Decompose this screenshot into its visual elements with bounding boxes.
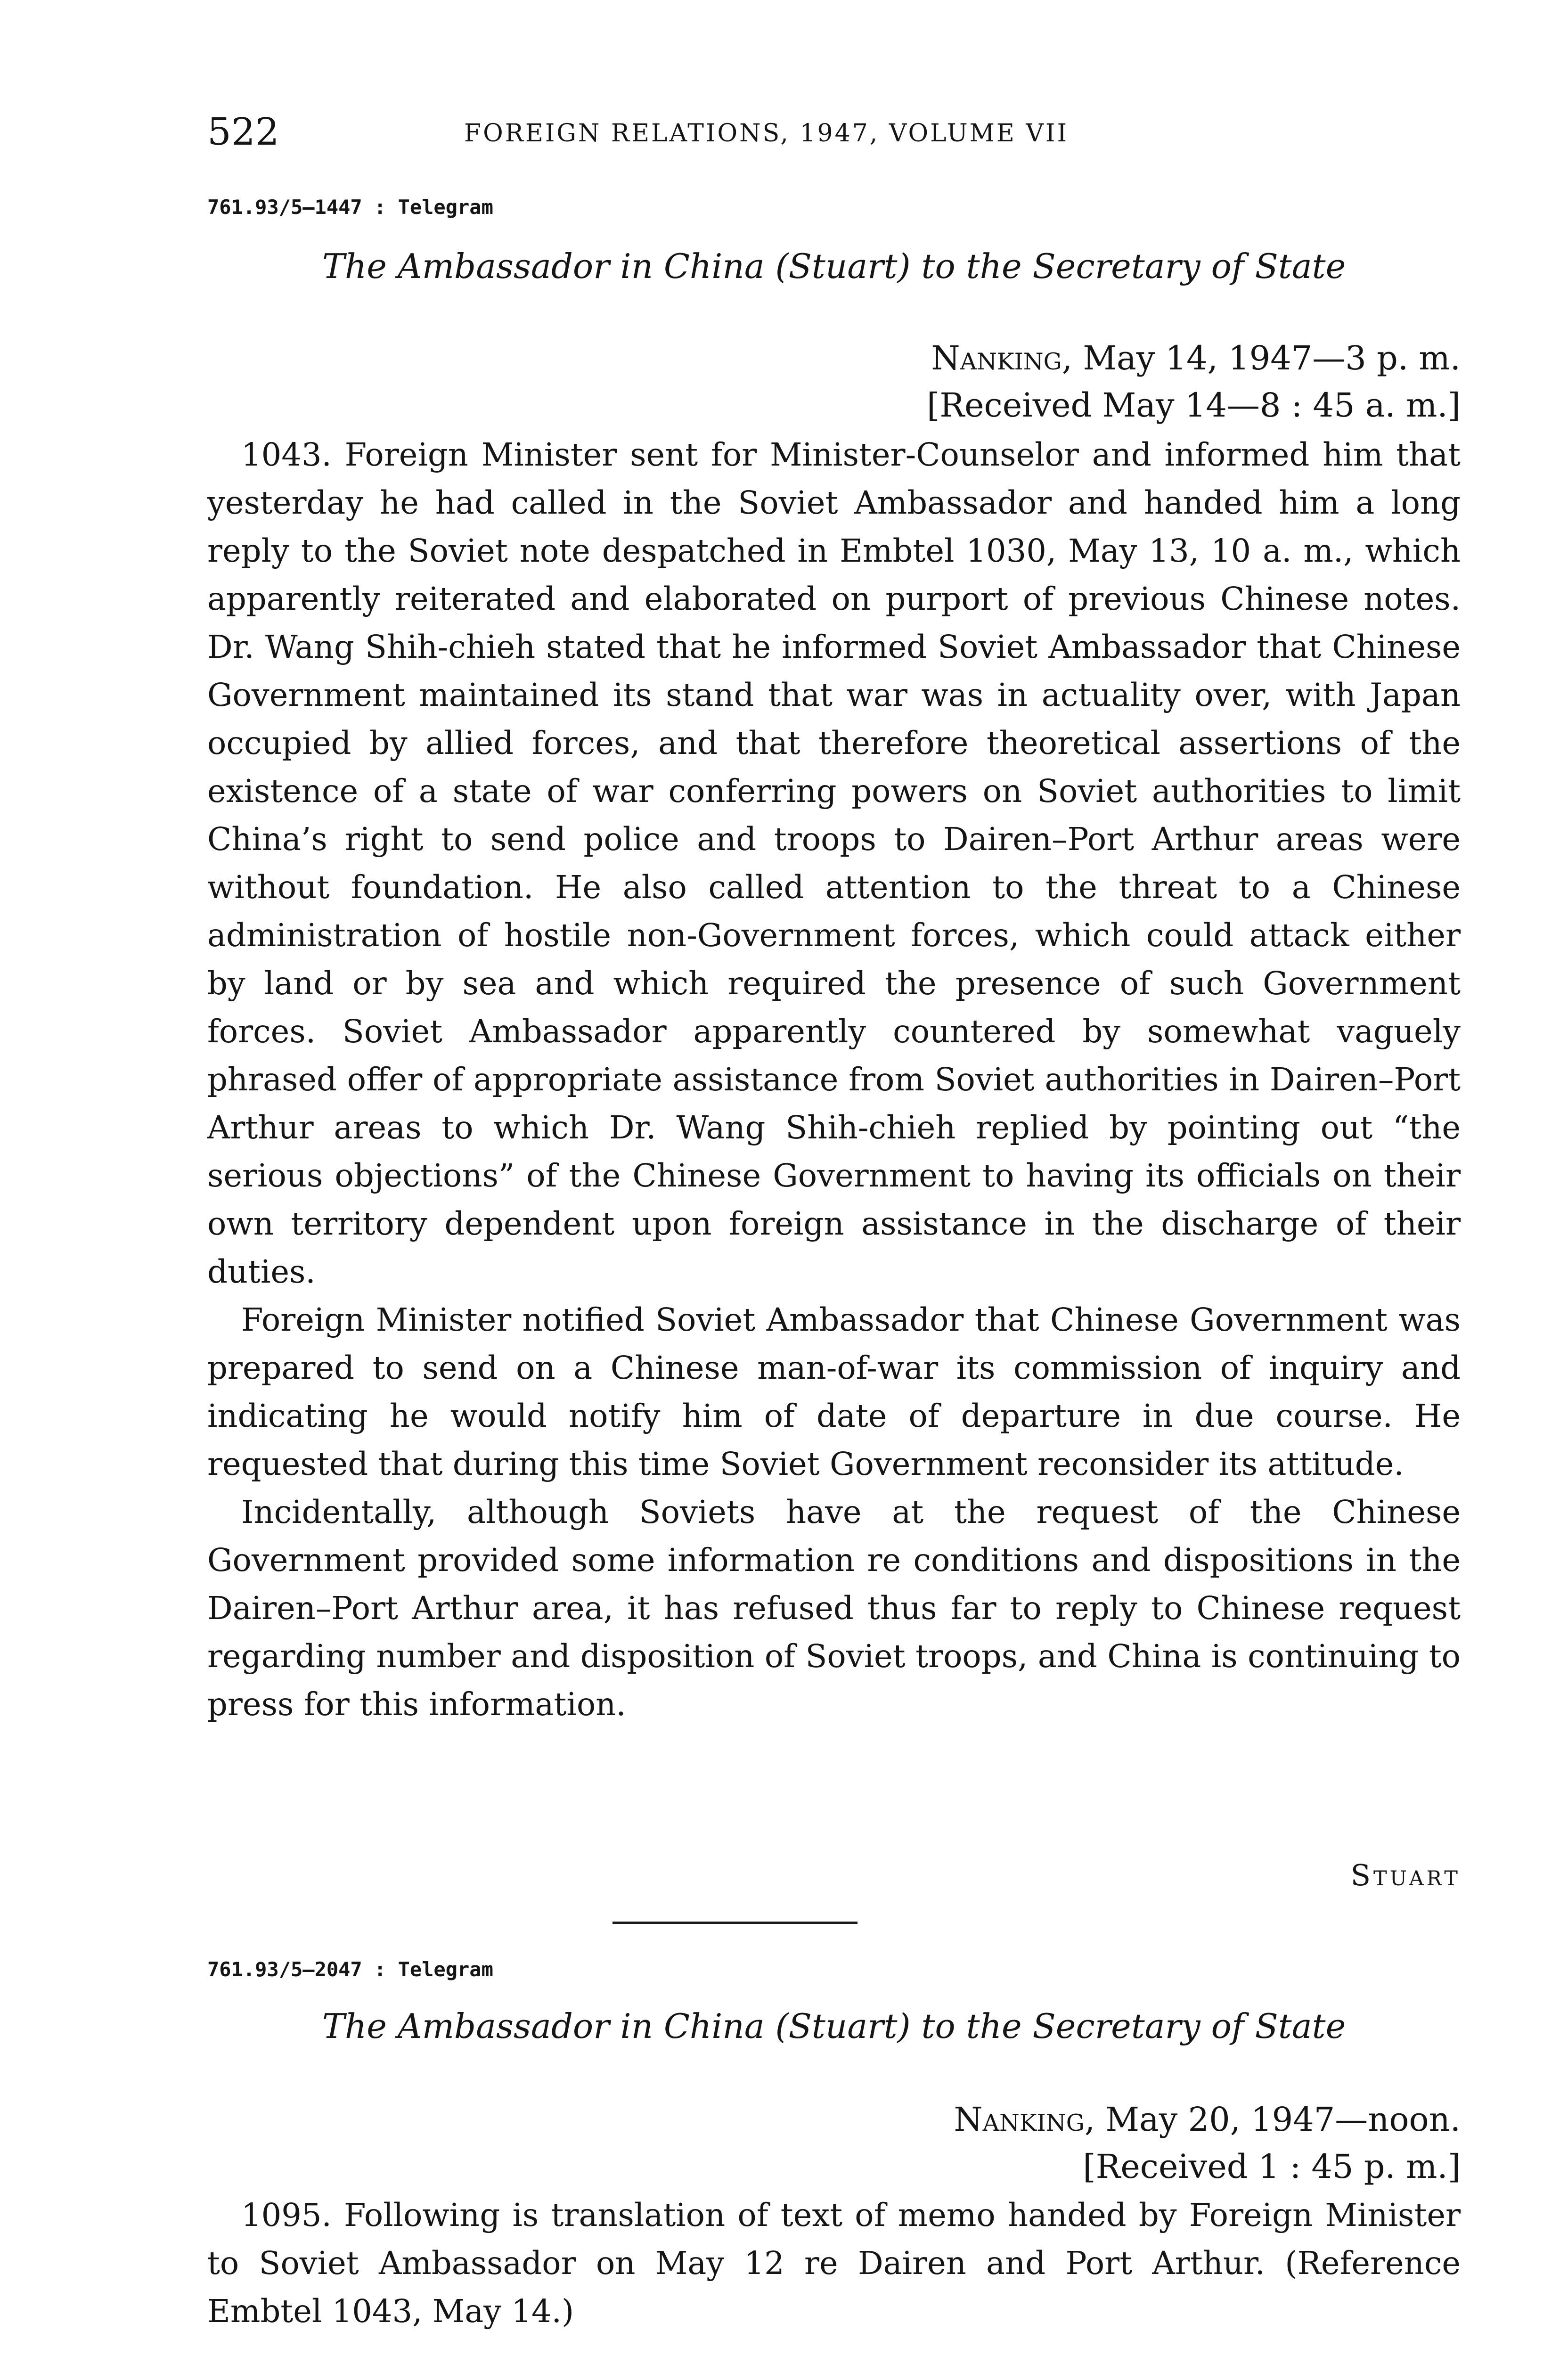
page-number: 522 (207, 110, 279, 154)
file-reference: 761.93/5–1447 : Telegram (207, 196, 493, 219)
dateline-date: May 20, 1947—noon. (1105, 2100, 1461, 2139)
received-line: [Received May 14—8 : 45 a. m.] (927, 386, 1461, 425)
dateline (927, 335, 1461, 429)
received-line: [Received 1 : 45 p. m.] (1083, 2147, 1461, 2186)
dateline-date: May 14, 1947—3 p. m. (1083, 339, 1461, 377)
running-title: FOREIGN RELATIONS, 1947, VOLUME VII (464, 119, 1069, 147)
body-paragraph: Incidentally, although Soviets have at the request of the Chinese Government provided some information re conditions and dispositions in the Dairen–Port Arthur area, it has refused thus far to reply to Chinese request regarding number and disposition of Soviet troops, and China is continuing to press for this information. (207, 1494, 1461, 1723)
document-heading: The Ambassador in China (Stuart) to the Secretary of State (322, 246, 1346, 286)
running-head (207, 108, 1461, 160)
dateline (954, 2096, 1461, 2190)
body-paragraph: 1043. Foreign Minister sent for Minister-Counselor and informed him that yesterday he had called in the Soviet Ambassador and handed him a long reply to the Soviet note despatched in Embtel 1030, May 13, 10 a. m., which apparently reiterated and elaborated on purport of previous Chinese notes. Dr. Wang Shih-chieh stated that he informed Soviet Ambassador that Chinese Government maintained its stand that war was in actuality over, with Japan occupied by allied forces, and that therefore theoretical assertions of the existence of a state of war conferring powers on Soviet authorities to limit China’s right to send police and troops to Dairen–Port Arthur areas were without foundation. He also called attention to the threat to a Chinese administration of hostile non-Government forces, which could attack either by land or by sea and which required the presence of such Government forces. Soviet Ambassador apparently countered by somewhat vaguely phrased offer of appropriate assistance from Soviet authorities in Dairen–Port Arthur areas to which Dr. Wang Shih-chieh replied by pointing out “the serious objections” of the Chinese Government to having its officials on their own territory dependent upon foreign assistance in the discharge of their duties. (207, 436, 1461, 1290)
file-reference: 761.93/5–2047 : Telegram (207, 1958, 493, 1981)
body-paragraph: Foreign Minister notified Soviet Ambassador that Chinese Government was prepared to send on a Chinese man-of-war its commission of inquiry and indicating he would notify him of date of departure in due course. He requested that during this time Soviet Government reconsider its attitude. (207, 1301, 1461, 1482)
signature: Stuart (1350, 1858, 1461, 1892)
dateline-place: Nanking, (931, 339, 1073, 377)
body-paragraph: 1095. Following is translation of text of memo handed by Foreign Minister to Soviet Ambassador on May 12 re Dairen and Port Arthur. (Reference Embtel 1043, May 14.) (207, 2197, 1461, 2330)
telegram-body (207, 2191, 1461, 2335)
telegram-body (207, 431, 1461, 1728)
document-heading: The Ambassador in China (Stuart) to the Secretary of State (322, 2006, 1346, 2046)
section-divider (612, 1922, 858, 1924)
dateline-place: Nanking, (954, 2100, 1095, 2139)
